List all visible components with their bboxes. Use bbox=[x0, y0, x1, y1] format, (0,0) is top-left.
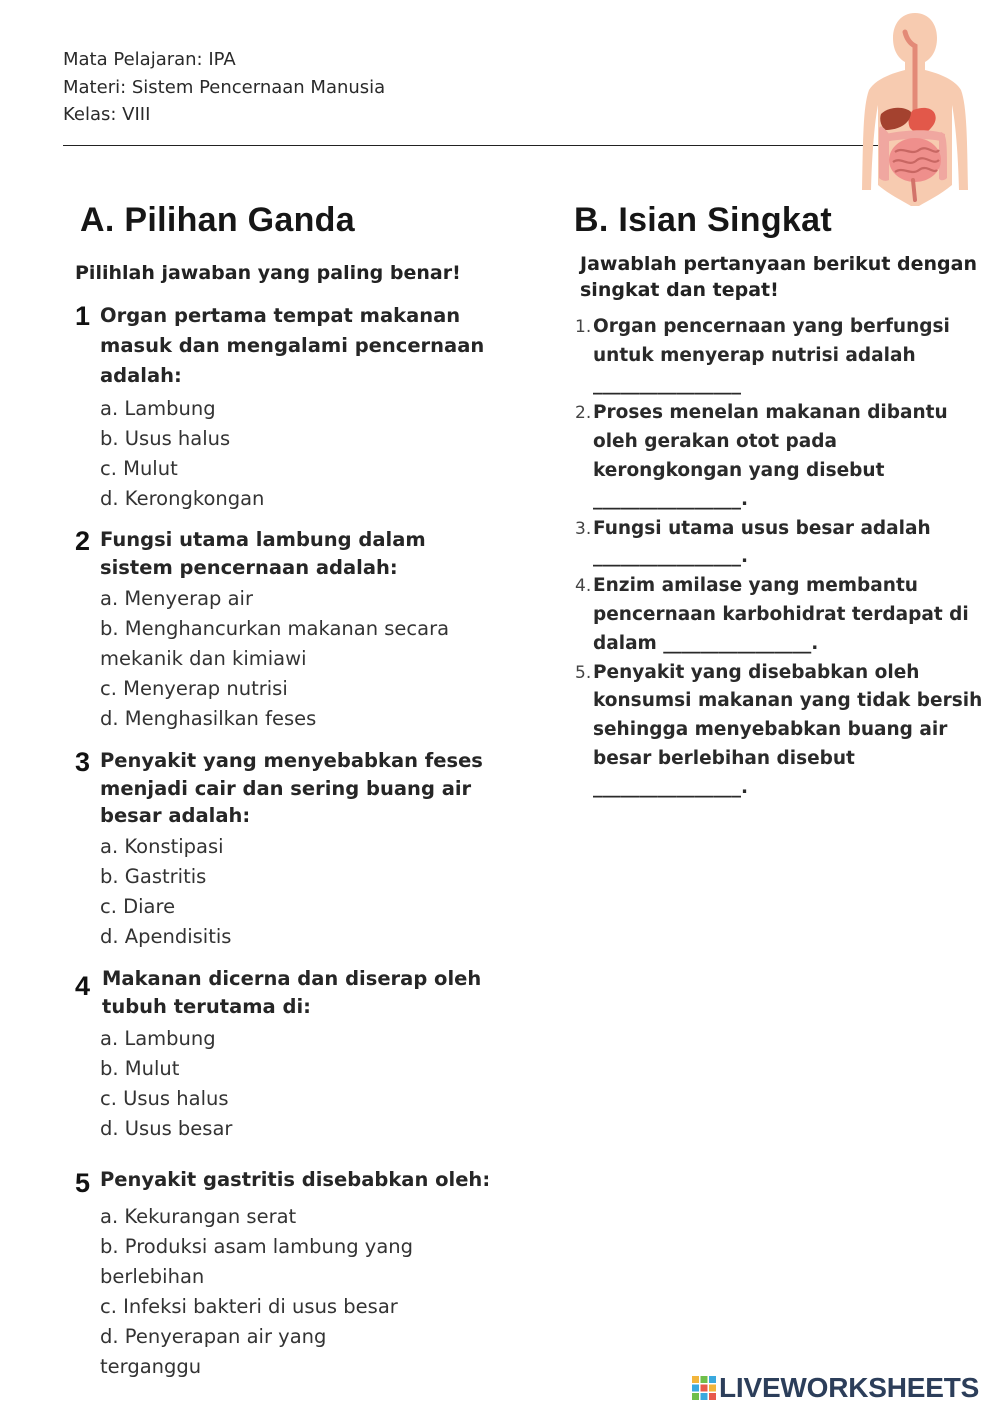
mc-question-5 bbox=[75, 1166, 495, 1382]
short-answer-item-1[interactable] bbox=[575, 313, 990, 399]
question-stem: Penyakit yang menyebabkan feses menjadi cair dan sering buang air besar adalah: bbox=[100, 749, 483, 827]
item-text: Organ pencernaan yang berfungsi untuk menyerap nutrisi adalah ________________ bbox=[593, 316, 950, 395]
short-answer-list bbox=[575, 313, 990, 803]
question-number: 4 bbox=[75, 971, 91, 1001]
logo-text: LIVEWORKSHEETS bbox=[719, 1372, 980, 1403]
option-list bbox=[100, 1024, 495, 1144]
option-b[interactable]: b. Gastritis bbox=[100, 864, 207, 888]
question-number: 1 bbox=[75, 301, 91, 331]
question-number: 5 bbox=[75, 1168, 91, 1198]
option-list bbox=[100, 1202, 460, 1382]
worksheet-header bbox=[63, 46, 385, 129]
liveworksheets-logo-icon bbox=[692, 1376, 716, 1400]
mc-question-3 bbox=[75, 747, 495, 952]
question-stem: Penyakit gastritis disebabkan oleh: bbox=[100, 1168, 491, 1191]
mc-question-1 bbox=[75, 301, 495, 514]
short-answer-item-5[interactable] bbox=[575, 659, 990, 803]
option-list bbox=[100, 832, 495, 952]
question-stem: Makanan dicerna dan diserap oleh tubuh terutama di: bbox=[102, 967, 482, 1018]
subject-line: Mata Pelajaran: IPA bbox=[63, 49, 236, 70]
short-answer-item-4[interactable] bbox=[575, 572, 990, 658]
option-b[interactable]: b. Usus halus bbox=[100, 427, 231, 450]
option-d[interactable]: d. Kerongkongan bbox=[100, 487, 265, 510]
short-answer-item-3[interactable] bbox=[575, 515, 990, 573]
option-c[interactable]: c. Diare bbox=[100, 894, 176, 918]
item-text: Proses menelan makanan dibantu oleh gerakan otot pada kerongkongan yang disebut ________________. bbox=[593, 402, 948, 510]
section-b-title: B. Isian Singkat bbox=[574, 201, 832, 239]
item-number: 1. bbox=[575, 317, 592, 337]
question-number: 3 bbox=[75, 747, 91, 777]
question-stem: Organ pertama tempat makanan masuk dan mengalami pencernaan adalah: bbox=[100, 304, 485, 387]
option-b[interactable]: b. Menghancurkan makanan secara mekanik dan kimiawi bbox=[100, 617, 450, 670]
class-line: Kelas: VIII bbox=[63, 104, 151, 125]
section-a-instruction: Pilihlah jawaban yang paling benar! bbox=[75, 262, 461, 284]
material-line: Materi: Sistem Pencernaan Manusia bbox=[63, 76, 386, 98]
item-text: Enzim amilase yang membantu pencernaan karbohidrat terdapat di dalam ________________. bbox=[593, 575, 969, 654]
option-list bbox=[100, 394, 495, 514]
option-c[interactable]: c. Infeksi bakteri di usus besar bbox=[100, 1295, 398, 1318]
option-d[interactable]: d. Usus besar bbox=[100, 1117, 233, 1140]
item-number: 5. bbox=[575, 662, 592, 683]
digestive-system-illustration bbox=[855, 10, 975, 215]
option-a[interactable]: a. Lambung bbox=[100, 1027, 216, 1050]
item-number: 3. bbox=[575, 518, 592, 539]
option-d[interactable]: d. Menghasilkan feses bbox=[100, 707, 317, 730]
item-number: 4. bbox=[575, 576, 592, 597]
option-a[interactable]: a. Kekurangan serat bbox=[100, 1205, 297, 1228]
question-number: 2 bbox=[75, 526, 91, 556]
option-a[interactable]: a. Konstipasi bbox=[100, 834, 224, 858]
section-a-title: A. Pilihan Ganda bbox=[80, 201, 355, 239]
option-list bbox=[100, 584, 495, 734]
liveworksheets-logo[interactable] bbox=[692, 1372, 979, 1404]
option-d[interactable]: d. Penyerapan air yang terganggu bbox=[100, 1325, 327, 1378]
item-text: Penyakit yang disebabkan oleh konsumsi makanan yang tidak bersih sehingga menyebabkan buang air besar berlebihan disebut ________________. bbox=[593, 661, 983, 798]
header-divider bbox=[63, 145, 893, 146]
option-c[interactable]: c. Usus halus bbox=[100, 1087, 229, 1110]
section-b-instruction: Jawablah pertanyaan berikut dengan singkat dan tepat! bbox=[580, 253, 977, 301]
option-b[interactable]: b. Produksi asam lambung yang berlebihan bbox=[100, 1235, 414, 1288]
item-text: Fungsi utama usus besar adalah ________________. bbox=[593, 517, 931, 568]
mc-question-4 bbox=[75, 965, 495, 1144]
option-b[interactable]: b. Mulut bbox=[100, 1057, 180, 1080]
item-number: 2. bbox=[575, 403, 592, 424]
option-c[interactable]: c. Menyerap nutrisi bbox=[100, 677, 288, 700]
question-stem: Fungsi utama lambung dalam sistem pencernaan adalah: bbox=[100, 528, 426, 579]
option-a[interactable]: a. Menyerap air bbox=[100, 587, 253, 610]
short-answer-item-2[interactable] bbox=[575, 399, 990, 514]
option-a[interactable]: a. Lambung bbox=[100, 397, 216, 420]
option-c[interactable]: c. Mulut bbox=[100, 457, 178, 480]
option-d[interactable]: d. Apendisitis bbox=[100, 924, 232, 948]
mc-question-2 bbox=[75, 526, 495, 734]
